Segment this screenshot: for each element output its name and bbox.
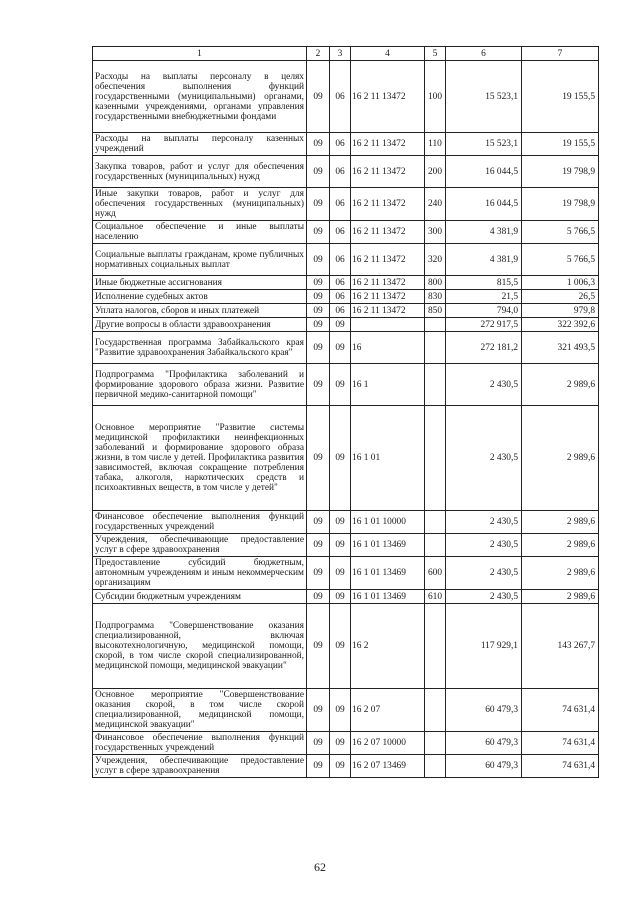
- row-y2: 2 989,6: [522, 534, 599, 557]
- row-rz: 09: [307, 732, 330, 755]
- row-rz: 09: [307, 689, 330, 732]
- row-y2: 19 155,5: [522, 133, 599, 156]
- row-rz: 09: [307, 304, 330, 318]
- row-name: Социальные выплаты гражданам, кроме публичных нормативных социальных выплат: [93, 244, 307, 276]
- row-y2: 74 631,4: [522, 689, 599, 732]
- row-csr: 16 2 07: [351, 689, 425, 732]
- row-y1: 117 929,1: [446, 604, 522, 689]
- row-name: Расходы на выплаты персоналу казенных учреждений: [93, 133, 307, 156]
- row-vr: 110: [425, 133, 446, 156]
- row-y1: 794,0: [446, 304, 522, 318]
- row-name: Уплата налогов, сборов и иных платежей: [93, 304, 307, 318]
- row-csr: 16 1 01 13469: [351, 590, 425, 604]
- row-vr: 300: [425, 221, 446, 244]
- row-vr: [425, 364, 446, 406]
- header-row: [93, 47, 599, 61]
- row-pr: 09: [330, 364, 351, 406]
- row-y2: 979,8: [522, 304, 599, 318]
- row-y1: 4 381,9: [446, 221, 522, 244]
- table-row: [93, 406, 599, 511]
- row-pr: 09: [330, 755, 351, 778]
- row-csr: 16 2 11 13472: [351, 244, 425, 276]
- table-row: [93, 276, 599, 290]
- row-pr: 06: [330, 276, 351, 290]
- row-y2: 19 155,5: [522, 61, 599, 133]
- row-y1: 15 523,1: [446, 133, 522, 156]
- table-row: [93, 604, 599, 689]
- table-row: [93, 244, 599, 276]
- row-y2: 2 989,6: [522, 511, 599, 534]
- row-csr: 16 2: [351, 604, 425, 689]
- row-csr: 16 2 11 13472: [351, 61, 425, 133]
- row-csr: 16 1 01 13469: [351, 557, 425, 590]
- row-csr: 16 2 11 13472: [351, 290, 425, 304]
- row-pr: 06: [330, 156, 351, 188]
- row-y2: 74 631,4: [522, 755, 599, 778]
- row-y2: 2 989,6: [522, 557, 599, 590]
- row-csr: 16 2 07 13469: [351, 755, 425, 778]
- row-vr: [425, 534, 446, 557]
- table-row: [93, 534, 599, 557]
- row-pr: 06: [330, 304, 351, 318]
- row-y1: 21,5: [446, 290, 522, 304]
- row-pr: 06: [330, 221, 351, 244]
- row-csr: 16 2 11 13472: [351, 156, 425, 188]
- row-pr: 09: [330, 332, 351, 364]
- row-pr: 09: [330, 590, 351, 604]
- row-name: Субсидии бюджетным учреждениям: [93, 590, 307, 604]
- row-name: Иные бюджетные ассигнования: [93, 276, 307, 290]
- row-name: Финансовое обеспечение выполнения функций государственных учреждений: [93, 732, 307, 755]
- row-vr: 200: [425, 156, 446, 188]
- row-name: Социальное обеспечение и иные выплаты населению: [93, 221, 307, 244]
- row-vr: [425, 604, 446, 689]
- table-row: [93, 732, 599, 755]
- row-csr: [351, 318, 425, 332]
- row-rz: 09: [307, 318, 330, 332]
- row-name: Основное мероприятие "Развитие системы медицинской профилактики неинфекционных заболеваний и формирование здорового образа жизни, в том числе у детей. Профилактика развития зависимостей, включая сокращение потребления табака, алкоголя, наркотических средств и психоактивных веществ, в том числе у детей": [93, 406, 307, 511]
- table-row: [93, 689, 599, 732]
- header-cell: 1: [93, 47, 307, 61]
- row-pr: 09: [330, 604, 351, 689]
- row-rz: 09: [307, 534, 330, 557]
- row-pr: 09: [330, 318, 351, 332]
- row-y2: 26,5: [522, 290, 599, 304]
- header-cell: 5: [425, 47, 446, 61]
- row-csr: 16 1 01 10000: [351, 511, 425, 534]
- row-name: Закупка товаров, работ и услуг для обеспечения государственных (муниципальных) нужд: [93, 156, 307, 188]
- row-rz: 09: [307, 133, 330, 156]
- table-row: [93, 511, 599, 534]
- table-row: [93, 557, 599, 590]
- row-csr: 16 2 11 13472: [351, 133, 425, 156]
- row-y2: 2 989,6: [522, 406, 599, 511]
- row-name: Учреждения, обеспечивающие предоставление услуг в сфере здравоохранения: [93, 534, 307, 557]
- row-rz: 09: [307, 755, 330, 778]
- row-y2: 1 006,3: [522, 276, 599, 290]
- row-vr: 320: [425, 244, 446, 276]
- row-vr: 800: [425, 276, 446, 290]
- row-rz: 09: [307, 290, 330, 304]
- row-rz: 09: [307, 188, 330, 221]
- row-csr: 16 1: [351, 364, 425, 406]
- row-csr: 16 2 11 13472: [351, 304, 425, 318]
- row-pr: 06: [330, 290, 351, 304]
- row-rz: 09: [307, 511, 330, 534]
- row-y1: 2 430,5: [446, 534, 522, 557]
- row-vr: [425, 755, 446, 778]
- row-pr: 06: [330, 244, 351, 276]
- row-name: Исполнение судебных актов: [93, 290, 307, 304]
- row-y1: 272 917,5: [446, 318, 522, 332]
- table-row: [93, 61, 599, 133]
- row-y1: 815,5: [446, 276, 522, 290]
- row-y1: 15 523,1: [446, 61, 522, 133]
- row-rz: 09: [307, 406, 330, 511]
- row-name: Учреждения, обеспечивающие предоставление услуг в сфере здравоохранения: [93, 755, 307, 778]
- row-name: Другие вопросы в области здравоохранения: [93, 318, 307, 332]
- row-y1: 2 430,5: [446, 557, 522, 590]
- row-vr: 600: [425, 557, 446, 590]
- header-cell: 6: [446, 47, 522, 61]
- header-cell: 2: [307, 47, 330, 61]
- row-y2: 2 989,6: [522, 590, 599, 604]
- row-name: Предоставление субсидий бюджетным, автономным учреждениям и иным некоммерческим организациям: [93, 557, 307, 590]
- row-y2: 19 798,9: [522, 188, 599, 221]
- row-name: Подпрограмма "Профилактика заболеваний и формирование здорового образа жизни. Развитие первичной медико-санитарной помощи": [93, 364, 307, 406]
- row-y1: 2 430,5: [446, 590, 522, 604]
- row-pr: 09: [330, 406, 351, 511]
- table-row: [93, 156, 599, 188]
- row-rz: 09: [307, 604, 330, 689]
- row-y1: 60 479,3: [446, 732, 522, 755]
- row-rz: 09: [307, 244, 330, 276]
- row-name: Подпрограмма "Совершенствование оказания специализированной, включая высокотехнологичную, медицинской помощи, скорой, в том числе скорой специализированной, медицинской помощи, медицинской эвакуации": [93, 604, 307, 689]
- row-rz: 09: [307, 156, 330, 188]
- table-row: [93, 290, 599, 304]
- row-pr: 06: [330, 188, 351, 221]
- row-y1: 60 479,3: [446, 689, 522, 732]
- row-rz: 09: [307, 332, 330, 364]
- row-pr: 09: [330, 511, 351, 534]
- row-rz: 09: [307, 590, 330, 604]
- table-row: [93, 332, 599, 364]
- row-y2: 5 766,5: [522, 221, 599, 244]
- row-rz: 09: [307, 364, 330, 406]
- table-row: [93, 133, 599, 156]
- row-y2: 143 267,7: [522, 604, 599, 689]
- row-csr: 16 2 11 13472: [351, 276, 425, 290]
- table-row: [93, 188, 599, 221]
- row-rz: 09: [307, 221, 330, 244]
- row-pr: 09: [330, 732, 351, 755]
- header-cell: 3: [330, 47, 351, 61]
- row-name: Иные закупки товаров, работ и услуг для обеспечения государственных (муниципальных) нужд: [93, 188, 307, 221]
- row-name: Расходы на выплаты персоналу в целях обеспечения выполнения функций государственными (муниципальными) органами, казенными учреждениями, органами управления государственными внебюджетными фондами: [93, 61, 307, 133]
- row-y1: 4 381,9: [446, 244, 522, 276]
- row-csr: 16 1 01: [351, 406, 425, 511]
- row-name: Финансовое обеспечение выполнения функций государственных учреждений: [93, 511, 307, 534]
- table-row: [93, 590, 599, 604]
- row-y1: 16 044,5: [446, 156, 522, 188]
- row-y1: 16 044,5: [446, 188, 522, 221]
- row-y2: 5 766,5: [522, 244, 599, 276]
- row-pr: 09: [330, 689, 351, 732]
- row-y2: 321 493,5: [522, 332, 599, 364]
- table-row: [93, 304, 599, 318]
- row-csr: 16: [351, 332, 425, 364]
- row-csr: 16 2 11 13472: [351, 221, 425, 244]
- row-y1: 2 430,5: [446, 511, 522, 534]
- row-pr: 09: [330, 534, 351, 557]
- row-name: Государственная программа Забайкальского края "Развитие здравоохранения Забайкальского края": [93, 332, 307, 364]
- row-rz: 09: [307, 61, 330, 133]
- row-y1: 272 181,2: [446, 332, 522, 364]
- row-vr: [425, 406, 446, 511]
- row-vr: 610: [425, 590, 446, 604]
- row-csr: 16 2 07 10000: [351, 732, 425, 755]
- row-rz: 09: [307, 276, 330, 290]
- row-vr: 850: [425, 304, 446, 318]
- table-row: [93, 318, 599, 332]
- budget-table: [92, 46, 599, 778]
- table-row: [93, 364, 599, 406]
- row-name: Основное мероприятие "Совершенствование оказания скорой, в том числе скорой специализированной, медицинской помощи, медицинской эвакуации": [93, 689, 307, 732]
- row-vr: 240: [425, 188, 446, 221]
- row-csr: 16 2 11 13472: [351, 188, 425, 221]
- row-y2: 322 392,6: [522, 318, 599, 332]
- row-vr: 830: [425, 290, 446, 304]
- row-vr: [425, 318, 446, 332]
- table-row: [93, 755, 599, 778]
- row-vr: [425, 689, 446, 732]
- row-pr: 06: [330, 133, 351, 156]
- row-vr: [425, 511, 446, 534]
- row-vr: 100: [425, 61, 446, 133]
- row-pr: 09: [330, 557, 351, 590]
- row-y2: 2 989,6: [522, 364, 599, 406]
- row-vr: [425, 732, 446, 755]
- row-csr: 16 1 01 13469: [351, 534, 425, 557]
- row-y1: 2 430,5: [446, 364, 522, 406]
- row-rz: 09: [307, 557, 330, 590]
- table-row: [93, 221, 599, 244]
- page-number: 62: [314, 860, 326, 874]
- row-pr: 06: [330, 61, 351, 133]
- header-cell: 7: [522, 47, 599, 61]
- row-y2: 19 798,9: [522, 156, 599, 188]
- row-vr: [425, 332, 446, 364]
- row-y1: 60 479,3: [446, 755, 522, 778]
- row-y2: 74 631,4: [522, 732, 599, 755]
- row-y1: 2 430,5: [446, 406, 522, 511]
- header-cell: 4: [351, 47, 425, 61]
